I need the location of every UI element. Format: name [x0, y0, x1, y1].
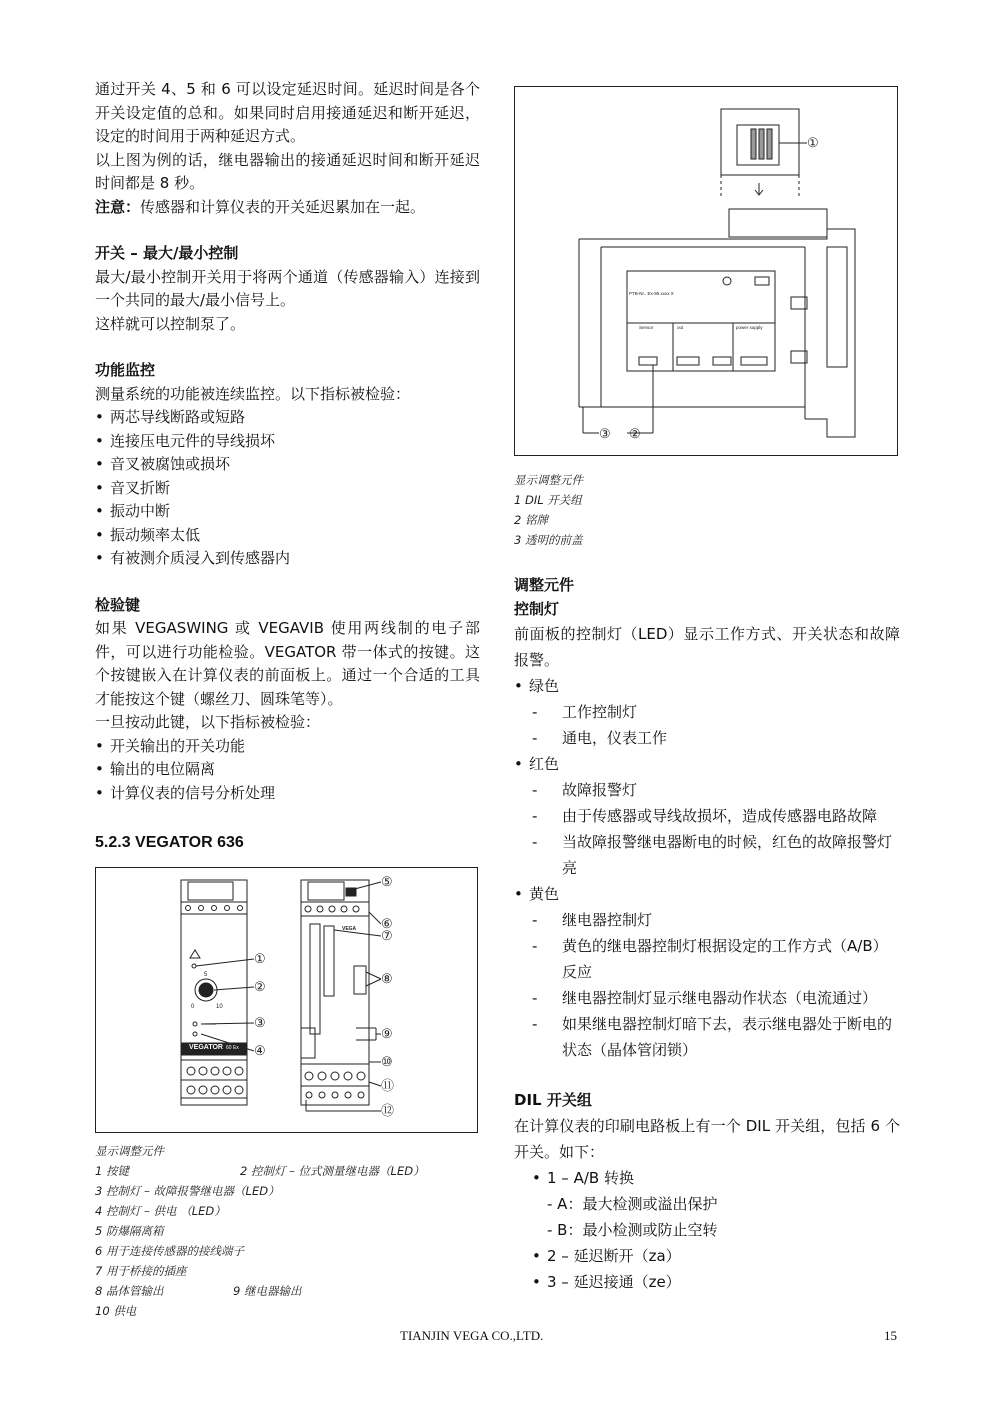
dial-mark: 5 — [204, 972, 208, 978]
plate-sensor: Sensor — [639, 325, 654, 330]
lamp-text: 前面板的控制灯（LED）显示工作方式、开关状态和故障报警。 — [514, 625, 900, 669]
dial-mark: 10 — [216, 1004, 223, 1010]
switch-heading: 开关 – 最大/最小控制 — [95, 244, 239, 262]
figure-caption-title: 显示调整元件 — [95, 1144, 164, 1158]
callout-2: ② — [629, 426, 641, 441]
list-item: - 继电器控制灯 — [514, 907, 900, 933]
plate-power: power supply — [736, 325, 763, 330]
monitor-heading: 功能监控 — [95, 361, 156, 379]
callout-4: ④ — [254, 1043, 266, 1058]
caption-item: 10 供电 — [95, 1304, 137, 1318]
plate-out: out — [677, 325, 684, 330]
callout-3: ③ — [599, 426, 611, 441]
callout-11: ⑪ — [381, 1078, 395, 1093]
switch-text: 最大/最小控制开关用于将两个通道（传感器输入）连接到一个共同的最大/最小信号上。 — [95, 267, 480, 309]
list-item: - 继电器控制灯显示继电器动作状态（电流通过） — [514, 985, 900, 1011]
dil-item: • 3 – 延迟接通（ze） — [532, 1269, 900, 1295]
adjust-heading: 调整元件 — [514, 576, 575, 594]
list-item: • 振动频率太低 — [95, 524, 480, 548]
callout-6: ⑥ — [381, 916, 393, 931]
caption-row — [95, 1281, 480, 1301]
caption-item: 5 防爆隔离箱 — [95, 1224, 164, 1238]
plate-ptb: PTB-Nr.. Ex-95.xxxx X — [629, 291, 674, 296]
left-unit-model: 60 Ex — [226, 1045, 239, 1051]
note-label: 注意： — [95, 197, 141, 216]
intro-example: 以上图为例的话，继电器输出的接通延迟时间和断开延迟时间都是 8 秒。 — [95, 150, 480, 192]
left-column — [95, 78, 480, 1321]
caption-item: 4 控制灯 – 供电 （LED） — [95, 1204, 226, 1218]
vegator-drawing — [96, 868, 477, 1132]
callout-1: ① — [807, 135, 819, 150]
note — [95, 196, 480, 220]
list-item: - 如果继电器控制灯暗下去，表示继电器处于断电的状态（晶体管闭锁） — [514, 1011, 900, 1063]
caption-item: 1 DIL 开关组 — [514, 493, 582, 507]
list-item: • 输出的电位隔离 — [95, 758, 480, 782]
callout-12: ⑫ — [381, 1103, 395, 1118]
caption-item: 2 控制灯 – 位式测量继电器（LED） — [240, 1164, 425, 1178]
list-item: • 开关输出的开关功能 — [95, 735, 480, 759]
list-item: • 音叉被腐蚀或损坏 — [95, 453, 480, 477]
dil-subitem: - A：最大检测或溢出保护 — [547, 1195, 718, 1213]
intro-paragraph: 通过开关 4、5 和 6 可以设定延迟时间。延迟时间是各个开关设定值的总和。如果同时启用接通延迟和断开延迟，设定的时间用于两种延迟方式。 — [95, 80, 480, 145]
callout-7: ⑦ — [381, 928, 393, 943]
caption-item: 9 继电器输出 — [233, 1284, 302, 1298]
list-item: • 振动中断 — [95, 500, 480, 524]
device-figure — [514, 86, 898, 456]
list-item: • 音叉折断 — [95, 477, 480, 501]
page-number: 15 — [884, 1328, 897, 1343]
dial-mark: 0 — [191, 1004, 195, 1010]
test-heading: 检验键 — [95, 595, 141, 614]
caption-row — [95, 1161, 480, 1181]
caption-item: 3 控制灯 – 故障报警继电器（LED） — [95, 1184, 280, 1198]
caption-item: 6 用于连接传感器的接线端子 — [95, 1244, 244, 1258]
right-column — [514, 86, 900, 1295]
dil-item: • 1 – A/B 转换 — [532, 1165, 900, 1191]
caption-item: 3 透明的前盖 — [514, 533, 583, 547]
color-green: • 绿色 — [514, 673, 900, 699]
section-title: 5.2.3 VEGATOR 636 — [95, 834, 244, 851]
caption-item: 7 用于桥接的插座 — [95, 1264, 187, 1278]
caption-item: 1 按键 — [95, 1164, 129, 1178]
callout-1: ① — [254, 951, 266, 966]
figure-caption-title: 显示调整元件 — [514, 473, 583, 487]
list-item: - 通电，仪表工作 — [514, 725, 900, 751]
left-unit-brand: VEGATOR — [189, 1044, 223, 1051]
dil-item: • 2 – 延迟断开（za） — [532, 1243, 900, 1269]
switch-text-2: 这样就可以控制泵了。 — [95, 314, 246, 333]
dil-text: 在计算仪表的印刷电路板上有一个 DIL 开关组，包括 6 个开关。如下： — [514, 1117, 900, 1161]
footer-company: TIANJIN VEGA CO.,LTD. — [400, 1328, 544, 1343]
list-item: - 黄色的继电器控制灯根据设定的工作方式（A/B）反应 — [514, 933, 900, 985]
list-item: - 当故障报警继电器断电的时候，红色的故障报警灯亮 — [514, 829, 900, 881]
list-item: - 工作控制灯 — [514, 699, 900, 725]
callout-2: ② — [254, 979, 266, 994]
callout-9: ⑨ — [381, 1026, 393, 1041]
callout-10: ⑩ — [381, 1054, 393, 1069]
device-drawing — [515, 87, 897, 455]
list-item: - 故障报警灯 — [514, 777, 900, 803]
color-red: • 红色 — [514, 751, 900, 777]
test-text-2: 一旦按动此键，以下指标被检验： — [95, 713, 321, 731]
caption-item: 2 铭牌 — [514, 513, 548, 527]
callout-3: ③ — [254, 1015, 266, 1030]
monitor-text: 测量系统的功能被连续监控。以下指标被检验： — [95, 384, 411, 403]
caption-item: 8 晶体管输出 — [95, 1284, 164, 1298]
dil-subitem: - B：最小检测或防止空转 — [547, 1221, 718, 1239]
vegator-figure — [95, 867, 478, 1133]
list-item: - 由于传感器或导线故损坏，造成传感器电路故障 — [514, 803, 900, 829]
lamp-heading: 控制灯 — [514, 599, 560, 618]
list-item: • 有被测介质浸入到传感器内 — [95, 547, 480, 571]
list-item: • 计算仪表的信号分析处理 — [95, 782, 480, 806]
callout-8: ⑧ — [381, 971, 393, 986]
list-item: • 连接压电元件的导线损坏 — [95, 430, 480, 454]
right-unit-brand: VEGA — [342, 926, 357, 932]
test-text: 如果 VEGASWING 或 VEGAVIB 使用两线制的电子部件，可以进行功能检验。VEGATOR 带一体式的按键。这个按键嵌入在计算仪表的前面板上。通过一个合适的工具才能按这个键（螺丝刀、圆珠笔等）。 — [95, 619, 480, 708]
callout-5: ⑤ — [381, 874, 393, 889]
color-yellow: • 黄色 — [514, 881, 900, 907]
dil-heading: DIL 开关组 — [514, 1091, 592, 1109]
note-text: 传感器和计算仪表的开关延迟累加在一起。 — [140, 197, 426, 216]
list-item: • 两芯导线断路或短路 — [95, 406, 480, 430]
